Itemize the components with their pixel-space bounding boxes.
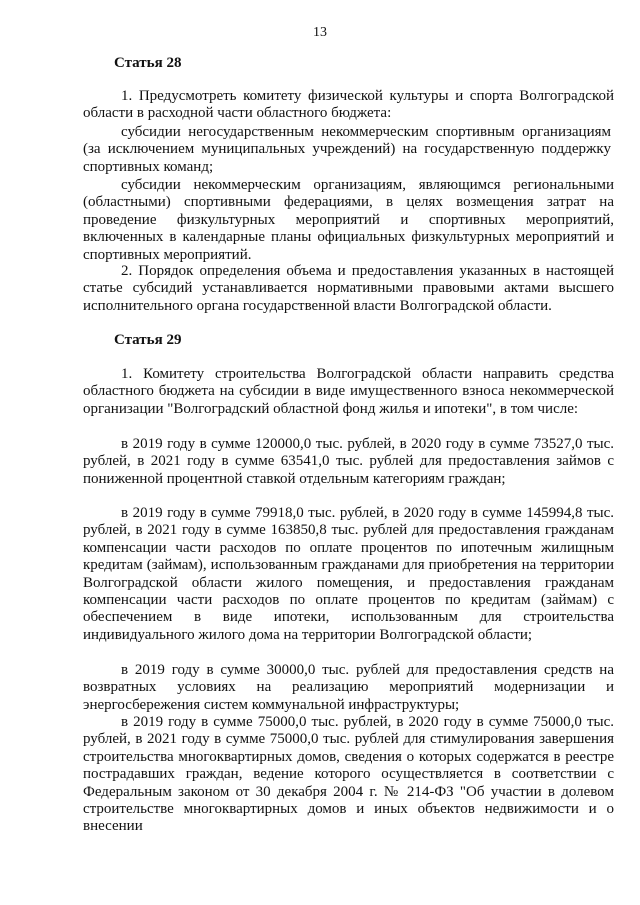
article-29-title: Статья 29 [114, 332, 182, 348]
article-28-paragraph-1: 1. Предусмотреть комитету физической культуры и спорта Волгоградской области в расходной части областного бюджета: [83, 88, 614, 122]
article-29-paragraph-1: 1. Комитету строительства Волгоградской области направить средства областного бюджета на субсидии в виде имущественного взноса некоммерческой организации "Волгоградский областной фонд жилья и ипотеки", в том числе: [83, 366, 614, 417]
article-28-paragraph-3: субсидии некоммерческим организациям, являющимся региональными (областными) спортивными федерациями, в целях возмещения затрат на проведение физкультурных мероприятий и спортивных мероприятий, включенных в календарные планы официальных физкультурных мероприятий и спортивных мероприятий. [83, 177, 614, 263]
page-number: 13 [313, 25, 327, 40]
article-29-paragraph-4: в 2019 году в сумме 30000,0 тыс. рублей для предоставления средств на возвратных условиях на реализацию мероприятий модернизации и энергосбережения систем коммунальной инфраструктуры; [83, 662, 614, 713]
article-29-paragraph-2: в 2019 году в сумме 120000,0 тыс. рублей, в 2020 году в сумме 73527,0 тыс. рублей, в 2021 году в сумме 63541,0 тыс. рублей для предоставления займов с пониженной процентной ставкой отдельным категориям граждан; [83, 436, 614, 487]
article-29-paragraph-3: в 2019 году в сумме 79918,0 тыс. рублей, в 2020 году в сумме 145994,8 тыс. рублей, в 2021 году в сумме 163850,8 тыс. рублей для предоставления гражданам компенсации части расходов по оплате процентов по ипотечным жилищным кредитам (займам), использованным гражданами для приобретения на территории Волгоградской области жилого помещения, и предоставления гражданам компенсации части расходов по оплате процентов по кредитам (займам) с обеспечением в виде ипотеки, использованным для строительства индивидуального жилого дома на территории Волгоградской области; [83, 505, 614, 643]
article-28-paragraph-4: 2. Порядок определения объема и предоставления указанных в настоящей статье субсидий устанавливается нормативными правовыми актами высшего исполнительного органа государственной власти Волгоградской области. [83, 263, 614, 314]
article-29-paragraph-5: в 2019 году в сумме 75000,0 тыс. рублей, в 2020 году в сумме 75000,0 тыс. рублей, в 2021 году в сумме 75000,0 тыс. рублей для стимулирования завершения строительства многоквартирных домов, сведения о которых содержатся в реестре пострадавших граждан, ведение которого осуществляется в соответствии с Федеральным законом от 30 декабря 2004 г. № 214-ФЗ "Об участии в долевом строительстве многоквартирных домов и иных объектов недвижимости и о внесении [83, 714, 614, 835]
article-28-paragraph-2: субсидии негосударственным некоммерческим спортивным организациям (за исключением муниципальных учреждений) на государственную поддержку спортивных команд; [83, 124, 611, 175]
article-28-title: Статья 28 [114, 55, 182, 71]
